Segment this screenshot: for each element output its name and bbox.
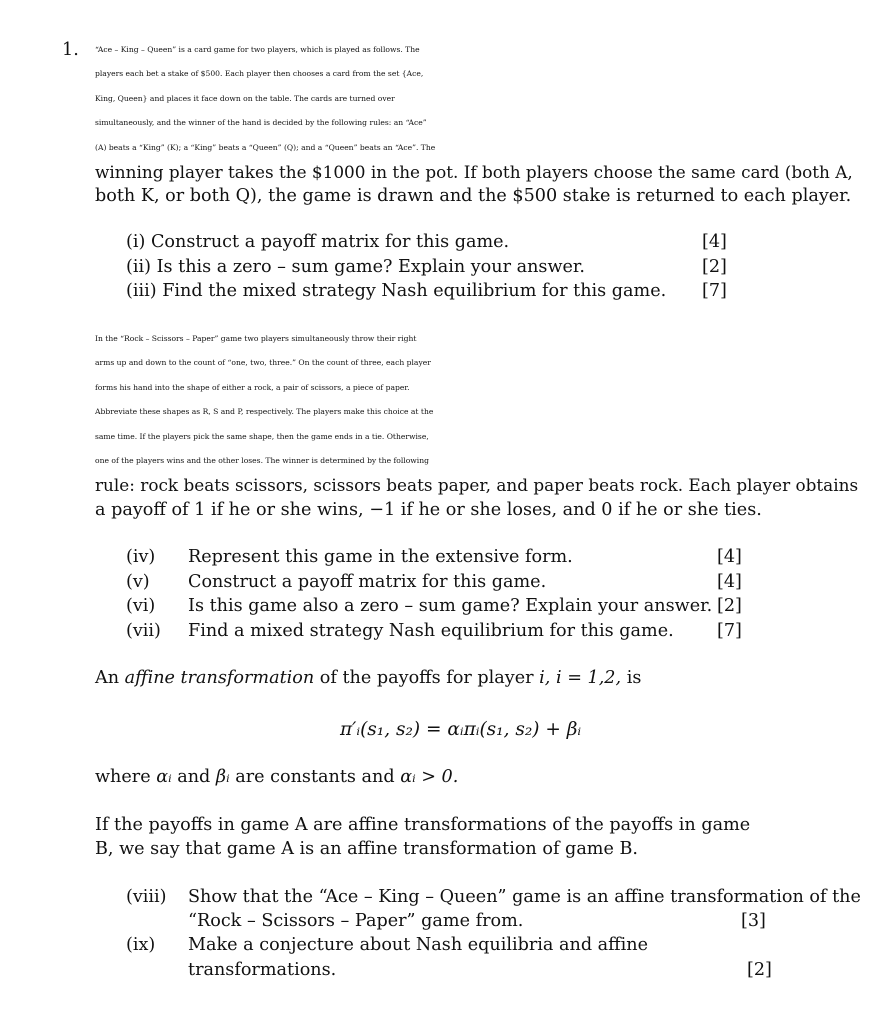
- part-viii-line1: Show that the “Ace – King – Queen” game is an affine transformation of the: [188, 887, 861, 907]
- beta-symbol: βᵢ: [215, 767, 230, 787]
- text-fragment: of the payoffs for player: [314, 668, 540, 688]
- text-fragment: where: [95, 767, 157, 787]
- constants-sentence: [95, 765, 458, 789]
- part-viii-num: (viii): [126, 887, 167, 907]
- part-ix-line2: transformations.: [188, 960, 337, 980]
- part-i-marks: [4]: [702, 232, 727, 252]
- player-index-math: i, i = 1,2,: [539, 668, 622, 688]
- text-line: same time. If the players pick the same shape, then the game ends in a tie. Otherwise,: [95, 431, 429, 441]
- text-line: (A) beats a “King” (K); a “King” beats a “Queen” (Q); and a “Queen” beats an “Ace”. The: [95, 142, 436, 152]
- part-iii-marks: [7]: [702, 281, 727, 301]
- text-line: King, Queen} and places it face down on the table. The cards are turned over: [95, 93, 395, 103]
- part-ix-marks: [2]: [747, 960, 772, 980]
- text-fragment: are constants and: [229, 767, 401, 787]
- part-vi-text: Is this game also a zero – sum game? Explain your answer.: [188, 596, 713, 616]
- part-vii-num: (vii): [126, 621, 161, 641]
- text-line: a payoff of 1 if he or she wins, −1 if he or she loses, and 0 if he or she ties.: [95, 499, 762, 520]
- text-line: players each bet a stake of $500. Each player then chooses a card from the set {Ace,: [95, 69, 424, 79]
- affine-game-definition: [95, 813, 750, 862]
- part-iv-text: Represent this game in the extensive form.: [188, 547, 573, 567]
- text-line: In the “Rock – Scissors – Paper” game two players simultaneously throw their right: [95, 334, 417, 343]
- text-line: one of the players wins and the other loses. The winner is determined by the following: [95, 455, 429, 465]
- part-i-text: (i) Construct a payoff matrix for this game.: [126, 232, 510, 252]
- text-fragment: is: [621, 668, 642, 688]
- part-v-marks: [4]: [717, 572, 742, 592]
- part-vii-marks: [7]: [717, 621, 742, 641]
- text-line: forms his hand into the shape of either a rock, a pair of scissors, a piece of paper.: [95, 382, 410, 392]
- part-viii-marks: [3]: [741, 911, 766, 931]
- part-vi-num: (vi): [126, 596, 156, 616]
- text-line: simultaneously, and the winner of the hand is decided by the following rules: an “Ace”: [95, 118, 427, 128]
- text-line: “Ace – King – Queen” is a card game for two players, which is played as follows. The: [95, 45, 420, 54]
- rock-scissors-paper-intro: [95, 327, 858, 522]
- text-fragment: and: [171, 767, 216, 787]
- affine-equation: π′ᵢ(s₁, s₂) = αᵢπᵢ(s₁, s₂) + βᵢ: [340, 719, 582, 740]
- part-ix-line1: Make a conjecture about Nash equilibria and affine: [188, 935, 649, 955]
- text-fragment: An: [95, 668, 125, 688]
- alpha-condition: αᵢ > 0.: [400, 767, 459, 787]
- affine-definition-sentence: [95, 666, 641, 690]
- part-vi-marks: [2]: [717, 596, 742, 616]
- alpha-symbol: αᵢ: [156, 767, 172, 787]
- text-line: both K, or both Q), the game is drawn and the $500 stake is returned to each player.: [95, 186, 852, 207]
- part-viii-line2: “Rock – Scissors – Paper” game from.: [188, 911, 524, 931]
- part-ii-text: (ii) Is this a zero – sum game? Explain your answer.: [126, 257, 586, 277]
- part-v-text: Construct a payoff matrix for this game.: [188, 572, 547, 592]
- part-iv-num: (iv): [126, 547, 156, 567]
- question-number: 1.: [62, 40, 79, 60]
- part-iv-marks: [4]: [717, 547, 742, 567]
- part-vii-text: Find a mixed strategy Nash equilibrium for this game.: [188, 621, 674, 641]
- part-iii-text: (iii) Find the mixed strategy Nash equilibrium for this game.: [126, 281, 667, 301]
- text-line: If the payoffs in game A are affine transformations of the payoffs in game: [95, 815, 751, 835]
- text-line: Abbreviate these shapes as R, S and P, respectively. The players make this choice at the: [95, 407, 434, 417]
- text-line: arms up and down to the count of “one, two, three.” On the count of three, each player: [95, 358, 431, 368]
- term-affine-transformation: affine transformation: [124, 668, 315, 688]
- text-line: winning player takes the $1000 in the pot. If both players choose the same card (both A,: [95, 161, 853, 182]
- part-ii-marks: [2]: [702, 257, 727, 277]
- text-line: rule: rock beats scissors, scissors beats paper, and paper beats rock. Each player obtains: [95, 475, 859, 496]
- part-ix-num: (ix): [126, 935, 156, 955]
- part-v-num: (v): [126, 572, 150, 592]
- text-line: B, we say that game A is an affine transformation of game B.: [95, 839, 639, 860]
- ace-king-queen-intro: [95, 38, 853, 209]
